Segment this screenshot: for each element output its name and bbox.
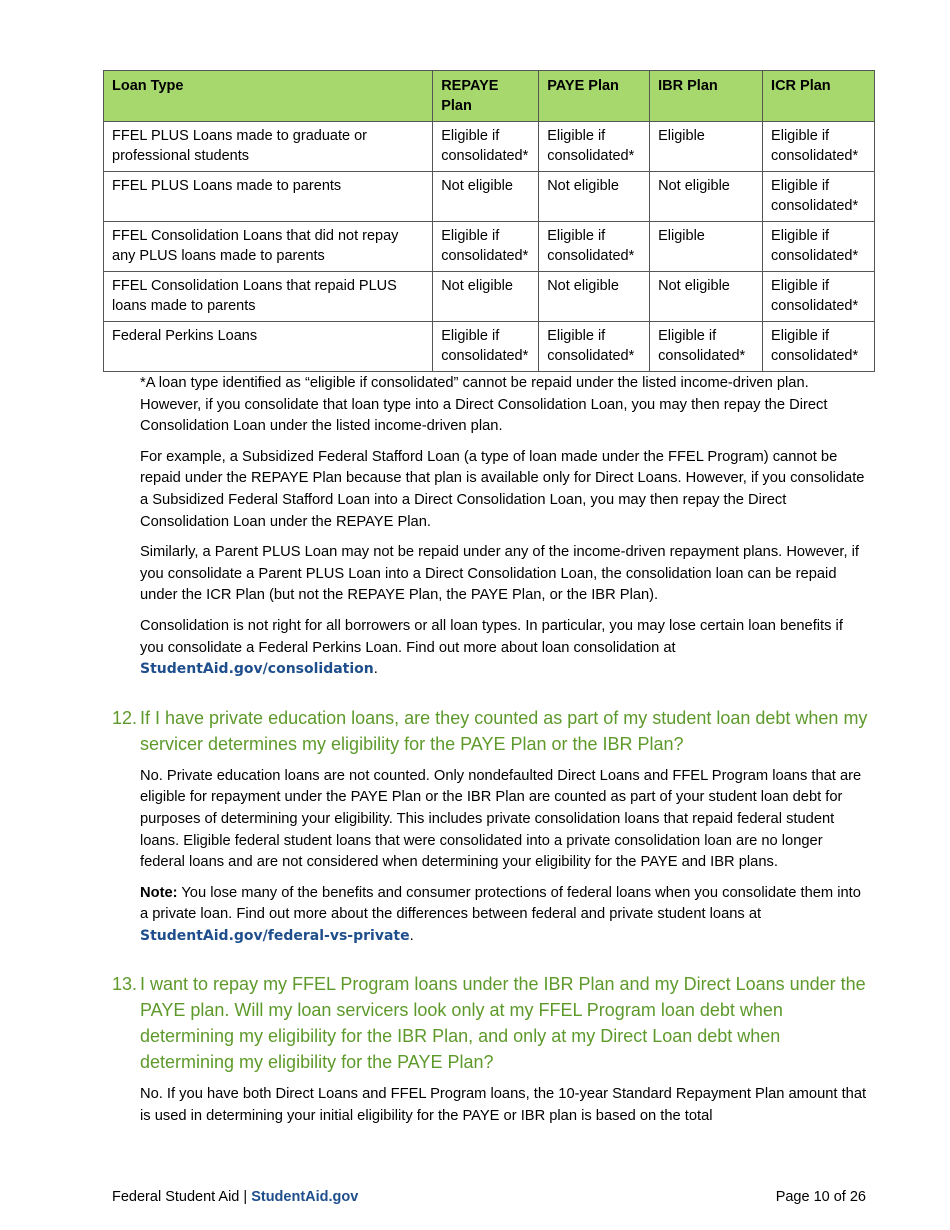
cell-paye: Not eligible [539,272,650,322]
cell-icr: Eligible if consolidated* [763,222,875,272]
header-loan-type: Loan Type [104,71,433,122]
example-paragraph: For example, a Subsidized Federal Stafford Loan (a type of loan made under the FFEL Program) cannot be repaid under the REPAYE Plan because that plan is available only for Direct Loans. However, if you consolidate a Subsidized Federal Stafford Loan into a Direct Consolidation Loan, you may then repay the Direct Consolidation Loan under the REPAYE Plan. [140,448,865,530]
cell-repaye: Eligible if consolidated* [433,322,539,372]
question-12-answer: No. Private education loans are not counted. Only nondefaulted Direct Loans and FFEL Program loans that are eligible for repayment under the PAYE Plan or the IBR Plan are counted as part of your student loan debt for purposes of determining your eligibility. This includes private consolidation loans that repaid federal student loans. Eligible federal student loans that were consolidated into a private consolidation loan are no longer federal loans and are not considered when determining your eligibility for the PAYE and IBR plans. [140,767,862,871]
cell-icr: Eligible if consolidated* [763,272,875,322]
note-period: . [409,927,414,944]
table-row [104,122,875,172]
footer-left [112,1188,358,1206]
consolidation-paragraph [140,616,870,681]
footer-studentaid-link[interactable]: StudentAid.gov [251,1189,359,1205]
header-icr-plan: ICR Plan [763,71,875,122]
cell-repaye: Not eligible [433,272,539,322]
cell-loan-type: FFEL Consolidation Loans that repaid PLUS loans made to parents [104,272,433,322]
similarly-paragraph: Similarly, a Parent PLUS Loan may not be repaid under any of the income-driven repayment plans. However, if you consolidate a Parent PLUS Loan into a Direct Consolidation Loan, the consolidation loan can be repaid under the ICR Plan (but not the REPAYE Plan, the PAYE Plan, or the IBR Plan). [140,544,859,604]
table-row [104,172,875,222]
header-paye-plan: PAYE Plan [539,71,650,122]
question-13-heading [112,971,870,1075]
consolidation-link[interactable]: StudentAid.gov/consolidation [140,661,374,678]
cell-icr: Eligible if consolidated* [763,122,875,172]
cell-repaye: Eligible if consolidated* [433,122,539,172]
cell-paye: Eligible if consolidated* [539,322,650,372]
cell-paye: Not eligible [539,172,650,222]
note-label: Note: [140,884,178,901]
cell-repaye: Eligible if consolidated* [433,222,539,272]
cell-ibr: Not eligible [650,172,763,222]
cell-ibr: Not eligible [650,272,763,322]
main-content [112,373,870,1137]
consolidation-text: Consolidation is not right for all borrowers or all loan types. In particular, you may lose certain loan benefits if you consolidate a Federal Perkins Loan. Find out more about loan consolidation at [140,617,843,656]
cell-paye: Eligible if consolidated* [539,222,650,272]
loan-eligibility-table [103,70,875,372]
question-12-heading [112,705,870,757]
question-13-number: 13. [112,974,138,995]
cell-loan-type: Federal Perkins Loans [104,322,433,372]
cell-icr: Eligible if consolidated* [763,172,875,222]
note-text: You lose many of the benefits and consumer protections of federal loans when you consolidate them into a private loan. Find out more about the differences between federal and private student loans at [140,884,861,923]
cell-ibr: Eligible [650,122,763,172]
table-row [104,272,875,322]
footnote-paragraph: *A loan type identified as “eligible if consolidated” cannot be repaid under the listed income-driven plan. However, if you consolidate that loan type into a Direct Consolidation Loan, you may then repay the Direct Consolidation Loan under the listed income-driven plan. [140,375,828,435]
header-ibr-plan: IBR Plan [650,71,763,122]
federal-vs-private-link[interactable]: StudentAid.gov/federal-vs-private [140,927,410,944]
table-header-row [104,71,875,122]
table-row [104,322,875,372]
header-repaye-plan: REPAYE Plan [433,71,539,122]
footer-org: Federal Student Aid | [112,1189,252,1205]
table-row [104,222,875,272]
question-12-number: 12. [112,707,138,728]
page-number: Page 10 of 26 [775,1189,866,1205]
cell-loan-type: FFEL PLUS Loans made to parents [104,172,433,222]
cell-ibr: Eligible if consolidated* [650,322,763,372]
cell-paye: Eligible if consolidated* [539,122,650,172]
question-12-note [140,883,870,948]
cell-ibr: Eligible [650,222,763,272]
consolidation-period: . [373,661,378,678]
cell-repaye: Not eligible [433,172,539,222]
question-13-text: I want to repay my FFEL Program loans under the IBR Plan and my Direct Loans under the PAYE plan. Will my loan servicers look only at my FFEL Program loan debt when determining my eligibility for the IBR Plan, and only at my Direct Loan debt when determining my eligibility for the PAYE Plan? [140,974,866,1073]
cell-icr: Eligible if consolidated* [763,322,875,372]
cell-loan-type: FFEL PLUS Loans made to graduate or professional students [104,122,433,172]
question-13-answer: No. If you have both Direct Loans and FFEL Program loans, the 10-year Standard Repayment Plan amount that is used in determining your initial eligibility for the PAYE or IBR plan is based on the total [140,1086,867,1125]
cell-loan-type: FFEL Consolidation Loans that did not repay any PLUS loans made to parents [104,222,433,272]
question-12-text: If I have private education loans, are they counted as part of my student loan debt when my servicer determines my eligibility for the PAYE Plan or the IBR Plan? [140,707,868,754]
